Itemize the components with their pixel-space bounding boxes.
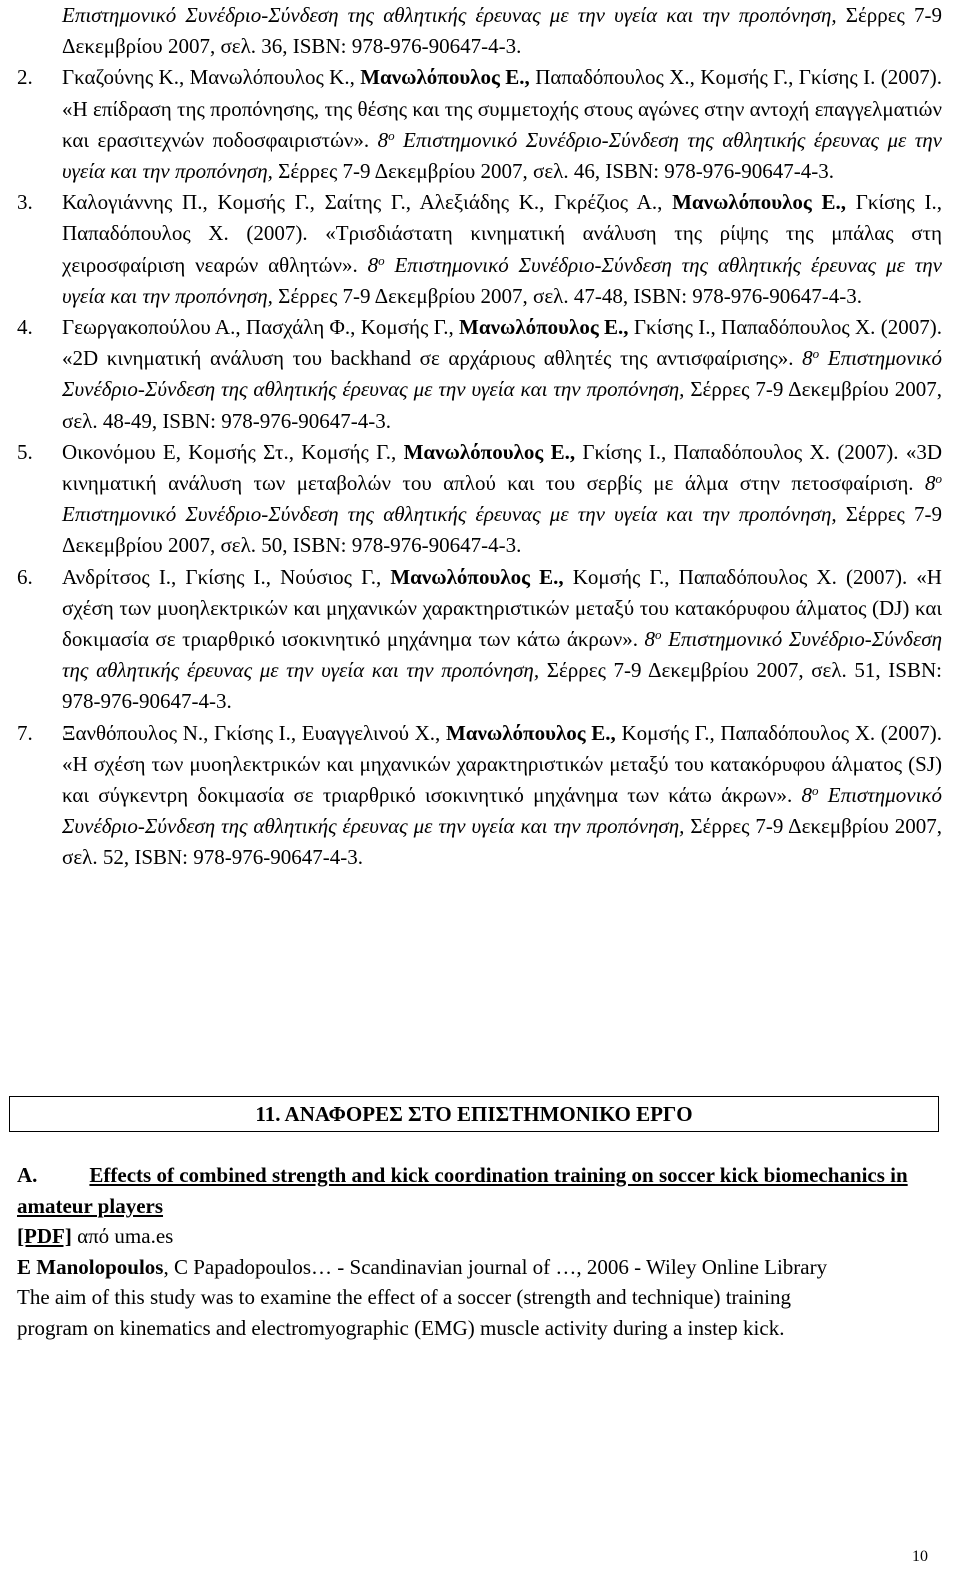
highlighted-author: E Manolopoulos [17,1254,164,1279]
reference-item [17,187,942,312]
highlighted-author: Μανωλόπουλος Ε., [390,564,564,589]
reference-authors: Ξανθόπουλος Ν., Γκίσης Ι., Ευαγγελινού Χ., [62,720,446,745]
reference-number: 4. [17,315,33,340]
highlighted-author: Μανωλόπουλος Ε., [445,720,616,745]
pdf-link[interactable]: [PDF] [17,1224,72,1248]
conference-name: Επιστημονικό Συνέδριο-Σύνδεση της αθλητικής έρευνας με την υγεία και την προπόνηση, [62,627,942,683]
pdf-source: από uma.es [71,1224,174,1248]
conference-details: Σέρρες 7-9 Δεκεμβρίου 2007, σελ. 46, ISBN: 978-976-90647-4-3. [272,159,835,184]
reference-number: 3. [17,190,33,215]
citation-title-link[interactable]: Effects of combined strength and kick coordination training on soccer kick biomechanics in amateur players [17,1163,908,1218]
conference-edition-suffix: ο [388,127,395,143]
conference-details: Σέρρες 7-9 Δεκεμβρίου 2007, σελ. 36, ISBN: 978-976-90647-4-3. [62,3,942,59]
section-heading-box [9,1096,939,1132]
conference-edition-suffix: ο [812,346,820,362]
reference-authors: Γεωργακοπούλου Α., Πασχάλη Φ., Κομσής Γ., [62,315,460,340]
conference-edition-suffix: ο [655,627,662,643]
conference-name: Επιστημονικό Συνέδριο-Σύνδεση της αθλητικής έρευνας με την υγεία και την προπόνηση, [62,3,837,27]
reference-item [17,718,942,874]
citation-abstract-2: program on kinematics and electromyographic (EMG) muscle activity during a instep kick. [17,1315,785,1340]
conference-details: Σέρρες 7-9 Δεκεμβρίου 2007, σελ. 47-48, ISBN: 978-976-90647-4-3. [272,283,863,308]
conference-edition: 8 [367,252,379,277]
citation-label: A. [17,1163,38,1187]
reference-title: Κομσής Γ., Παπαδόπουλος Χ. (2007). «Η σχέση των μυοηλεκτρικών και μηχανικών χαρακτηριστικών μεταξύ του κατακόρυφου άλματος (SJ) και σύγκεντρη δοκιμασία σε τριαρθρικό ισοκινητικό μηχάνημα των κάτω άκρων». [62,720,942,808]
reference-item [17,62,942,187]
citation-entry [17,1160,937,1343]
citation-title-line [17,1160,937,1221]
conference-details: Σέρρες 7-9 Δεκεμβρίου 2007, σελ. 51, ISBN: 978-976-90647-4-3. [62,658,942,714]
reference-list [17,0,942,874]
reference-title: Γκίσης Ι., Παπαδόπουλος Χ. (2007). «Τρισδιάστατη κινηματική ανάλυση της ρίψης της μπάλας στη χειροσφαίριση νεαρών αθλητών». [62,190,942,277]
citation-abstract-1: The aim of this study was to examine the effect of a soccer (strength and technique) training [17,1285,792,1309]
conference-name: Επιστημονικό Συνέδριο-Σύνδεση της αθλητικής έρευνας με την υγεία και την προπόνηση, [62,252,943,308]
reference-1-continuation [17,0,942,62]
section-heading: 11. ΑΝΑΦΟΡΕΣ ΣΤΟ ΕΠΙΣΤΗΜΟΝΙΚΟ ΕΡΓΟ [255,1102,693,1126]
conference-edition-suffix: ο [812,783,819,799]
conference-details: Σέρρες 7-9 Δεκεμβρίου 2007, σελ. 52, ISBN: 978-976-90647-4-3. [62,814,942,870]
conference-edition: 8 [377,127,389,152]
highlighted-author: Μανωλόπουλος Ε., [672,190,847,215]
reference-authors: Γκαζούνης Κ., Μανωλόπουλος Κ., [62,65,361,90]
highlighted-author: Μανωλόπουλος Ε., [360,65,530,90]
conference-edition-suffix: ο [378,252,385,268]
reference-number: 2. [17,65,33,90]
reference-item [17,312,942,437]
conference-details: Σέρρες 7-9 Δεκεμβρίου 2007, σελ. 48-49, ISBN: 978-976-90647-4-3. [62,377,942,433]
conference-name: Επιστημονικό Συνέδριο-Σύνδεση της αθλητικής έρευνας με την υγεία και την προπόνηση, [62,127,942,184]
conference-edition-suffix: ο [935,471,942,487]
reference-item [17,562,942,718]
reference-title: Παπαδόπουλος Χ., Κομσής Γ., Γκίσης Ι. (2007). «Η επίδραση της προπόνησης, της θέσης και της συμμετοχής στους αγώνες στην αντοχή επαγγελματιών και ερασιτεχνών ποδοσφαιριστών». [62,65,942,152]
highlighted-author: Μανωλόπουλος Ε., [403,439,576,464]
reference-title: Κομσής Γ., Παπαδόπουλος Χ. (2007). «Η σχέση των μυοηλεκτρικών και μηχανικών χαρακτηριστικών μεταξύ του κατακόρυφου άλματος (DJ) και δοκιμασία σε τριαρθρικό ισοκινητικό μηχάνημα των κάτω άκρων». [62,564,942,652]
conference-name: Επιστημονικό Συνέδριο-Σύνδεση της αθλητικής έρευνας με την υγεία και την προπόνηση, [62,346,942,402]
reference-title: Γκίσης Ι., Παπαδόπουλος Χ. (2007). «2D κινηματική ανάλυση του backhand σε αρχάριους αθλητές της αντισφαίρισης». [62,315,942,371]
citation-authors [17,1252,937,1283]
reference-item [17,437,942,562]
reference-number: 5. [17,439,33,464]
page-number: 10 [912,1548,928,1565]
highlighted-author: Μανωλόπουλος Ε., [459,315,629,340]
conference-name: Επιστημονικό Συνέδριο-Σύνδεση της αθλητικής έρευνας με την υγεία και την προπόνηση, [62,783,943,839]
author-rest: , C Papadopoulos… - Scandinavian journal of …, 2006 - Wiley Online Library [163,1254,828,1279]
conference-edition: 8 [644,627,656,652]
reference-title: Γκίσης Ι., Παπαδόπουλος Χ. (2007). «3D κινηματική ανάλυση των μεταβολών του απλού και του σερβίς με άλμα στην πετοσφαίριση. [62,439,942,496]
citation-pdf-line [17,1221,937,1252]
reference-number: 6. [17,564,33,589]
reference-number: 7. [17,720,33,745]
conference-edition: 8 [802,346,813,371]
conference-name: Επιστημονικό Συνέδριο-Σύνδεση της αθλητικής έρευνας με την υγεία και την προπόνηση, [62,502,837,527]
reference-authors: Ανδρίτσος Ι., Γκίσης Ι., Νούσιος Γ., [62,564,391,589]
reference-authors: Καλογιάννης Π., Κομσής Γ., Σαίτης Γ., Αλεξιάδης Κ., Γκρέζιος Α., [62,190,673,215]
reference-authors: Οικονόμου Ε, Κομσής Στ., Κομσής Γ., [62,439,404,464]
conference-details: Σέρρες 7-9 Δεκεμβρίου 2007, σελ. 50, ISBN: 978-976-90647-4-3. [62,502,942,558]
conference-edition: 8 [925,471,936,496]
conference-edition: 8 [801,783,812,808]
